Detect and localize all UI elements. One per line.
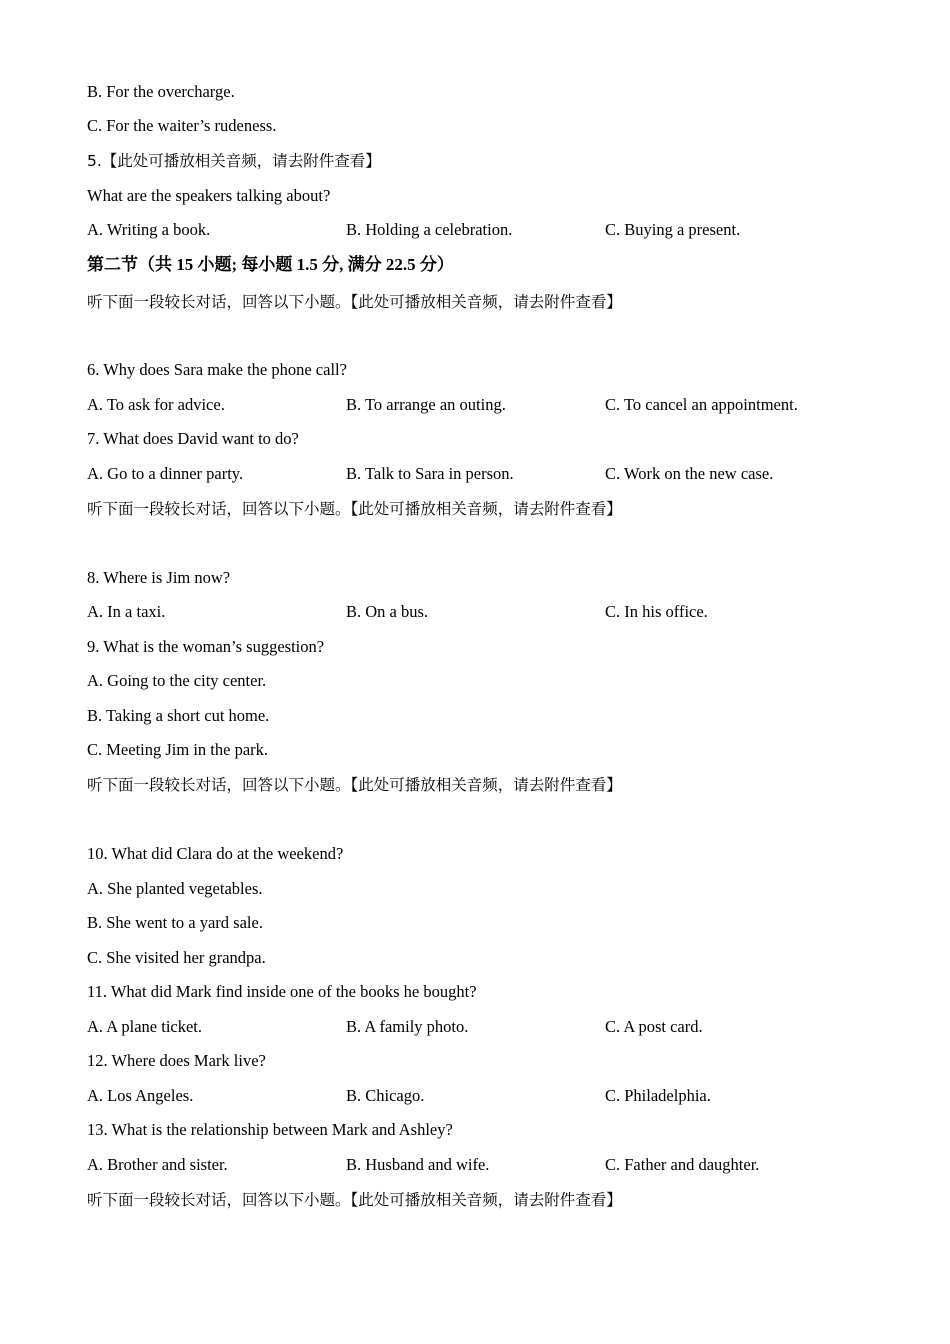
q13-options <box>87 1155 847 1175</box>
q13-option-c: C. Father and daughter. <box>605 1155 760 1174</box>
q12-option-c: C. Philadelphia. <box>605 1086 711 1105</box>
q7-option-c: C. Work on the new case. <box>605 464 774 483</box>
q8-options <box>87 602 847 622</box>
q11-options <box>87 1017 847 1037</box>
q5-option-b: B. Holding a celebration. <box>346 220 513 239</box>
q4-option-b: B. For the overcharge. <box>87 82 235 101</box>
q5-option-a: A. Writing a book. <box>87 220 211 239</box>
q11-question: 11. What did Mark find inside one of the books he bought? <box>87 982 477 1001</box>
q12-options <box>87 1086 847 1106</box>
q11-option-a: A. A plane ticket. <box>87 1017 203 1036</box>
q5-question: What are the speakers talking about? <box>87 186 331 205</box>
q12-option-a: A. Los Angeles. <box>87 1086 194 1105</box>
q9-question: 9. What is the woman’s suggestion? <box>87 637 325 656</box>
q9-option-b: B. Taking a short cut home. <box>87 706 270 725</box>
q7-options <box>87 464 847 484</box>
dialogue-instruction: 听下面一段较长对话，回答以下小题。【此处可播放相关音频，请去附件查看】 <box>87 776 622 794</box>
q6-option-a: A. To ask for advice. <box>87 395 225 414</box>
q6-question: 6. Why does Sara make the phone call? <box>87 360 347 379</box>
q8-option-c: C. In his office. <box>605 602 708 621</box>
q9-option-c: C. Meeting Jim in the park. <box>87 740 269 759</box>
q9-option-a: A. Going to the city center. <box>87 671 267 690</box>
q7-option-b: B. Talk to Sara in person. <box>346 464 514 483</box>
dialogue-instruction: 听下面一段较长对话，回答以下小题。【此处可播放相关音频，请去附件查看】 <box>87 1191 622 1209</box>
q6-option-c: C. To cancel an appointment. <box>605 395 798 414</box>
q13-question: 13. What is the relationship between Mark and Ashley? <box>87 1120 453 1139</box>
q12-option-b: B. Chicago. <box>346 1086 425 1105</box>
q10-option-c: C. She visited her grandpa. <box>87 948 266 967</box>
q12-question: 12. Where does Mark live? <box>87 1051 266 1070</box>
q10-option-a: A. She planted vegetables. <box>87 879 263 898</box>
q7-question: 7. What does David want to do? <box>87 429 299 448</box>
q6-option-b: B. To arrange an outing. <box>346 395 506 414</box>
section-instruction: 听下面一段较长对话，回答以下小题。【此处可播放相关音频，请去附件查看】 <box>87 293 622 311</box>
q8-option-a: A. In a taxi. <box>87 602 166 621</box>
q13-option-a: A. Brother and sister. <box>87 1155 228 1174</box>
q7-option-a: A. Go to a dinner party. <box>87 464 244 483</box>
q8-option-b: B. On a bus. <box>346 602 429 621</box>
q5-audio-label: 5.【此处可播放相关音频，请去附件查看】 <box>87 152 381 170</box>
q10-option-b: B. She went to a yard sale. <box>87 913 263 932</box>
q13-option-b: B. Husband and wife. <box>346 1155 490 1174</box>
q8-question: 8. Where is Jim now? <box>87 568 231 587</box>
q5-option-c: C. Buying a present. <box>605 220 741 239</box>
q11-option-c: C. A post card. <box>605 1017 703 1036</box>
section-heading: 第二节（共 15 小题; 每小题 1.5 分, 满分 22.5 分） <box>87 255 454 274</box>
q10-question: 10. What did Clara do at the weekend? <box>87 844 344 863</box>
q5-options <box>87 220 847 240</box>
q6-options <box>87 395 847 415</box>
q4-option-c: C. For the waiter’s rudeness. <box>87 116 277 135</box>
q11-option-b: B. A family photo. <box>346 1017 469 1036</box>
dialogue-instruction: 听下面一段较长对话，回答以下小题。【此处可播放相关音频，请去附件查看】 <box>87 500 622 518</box>
